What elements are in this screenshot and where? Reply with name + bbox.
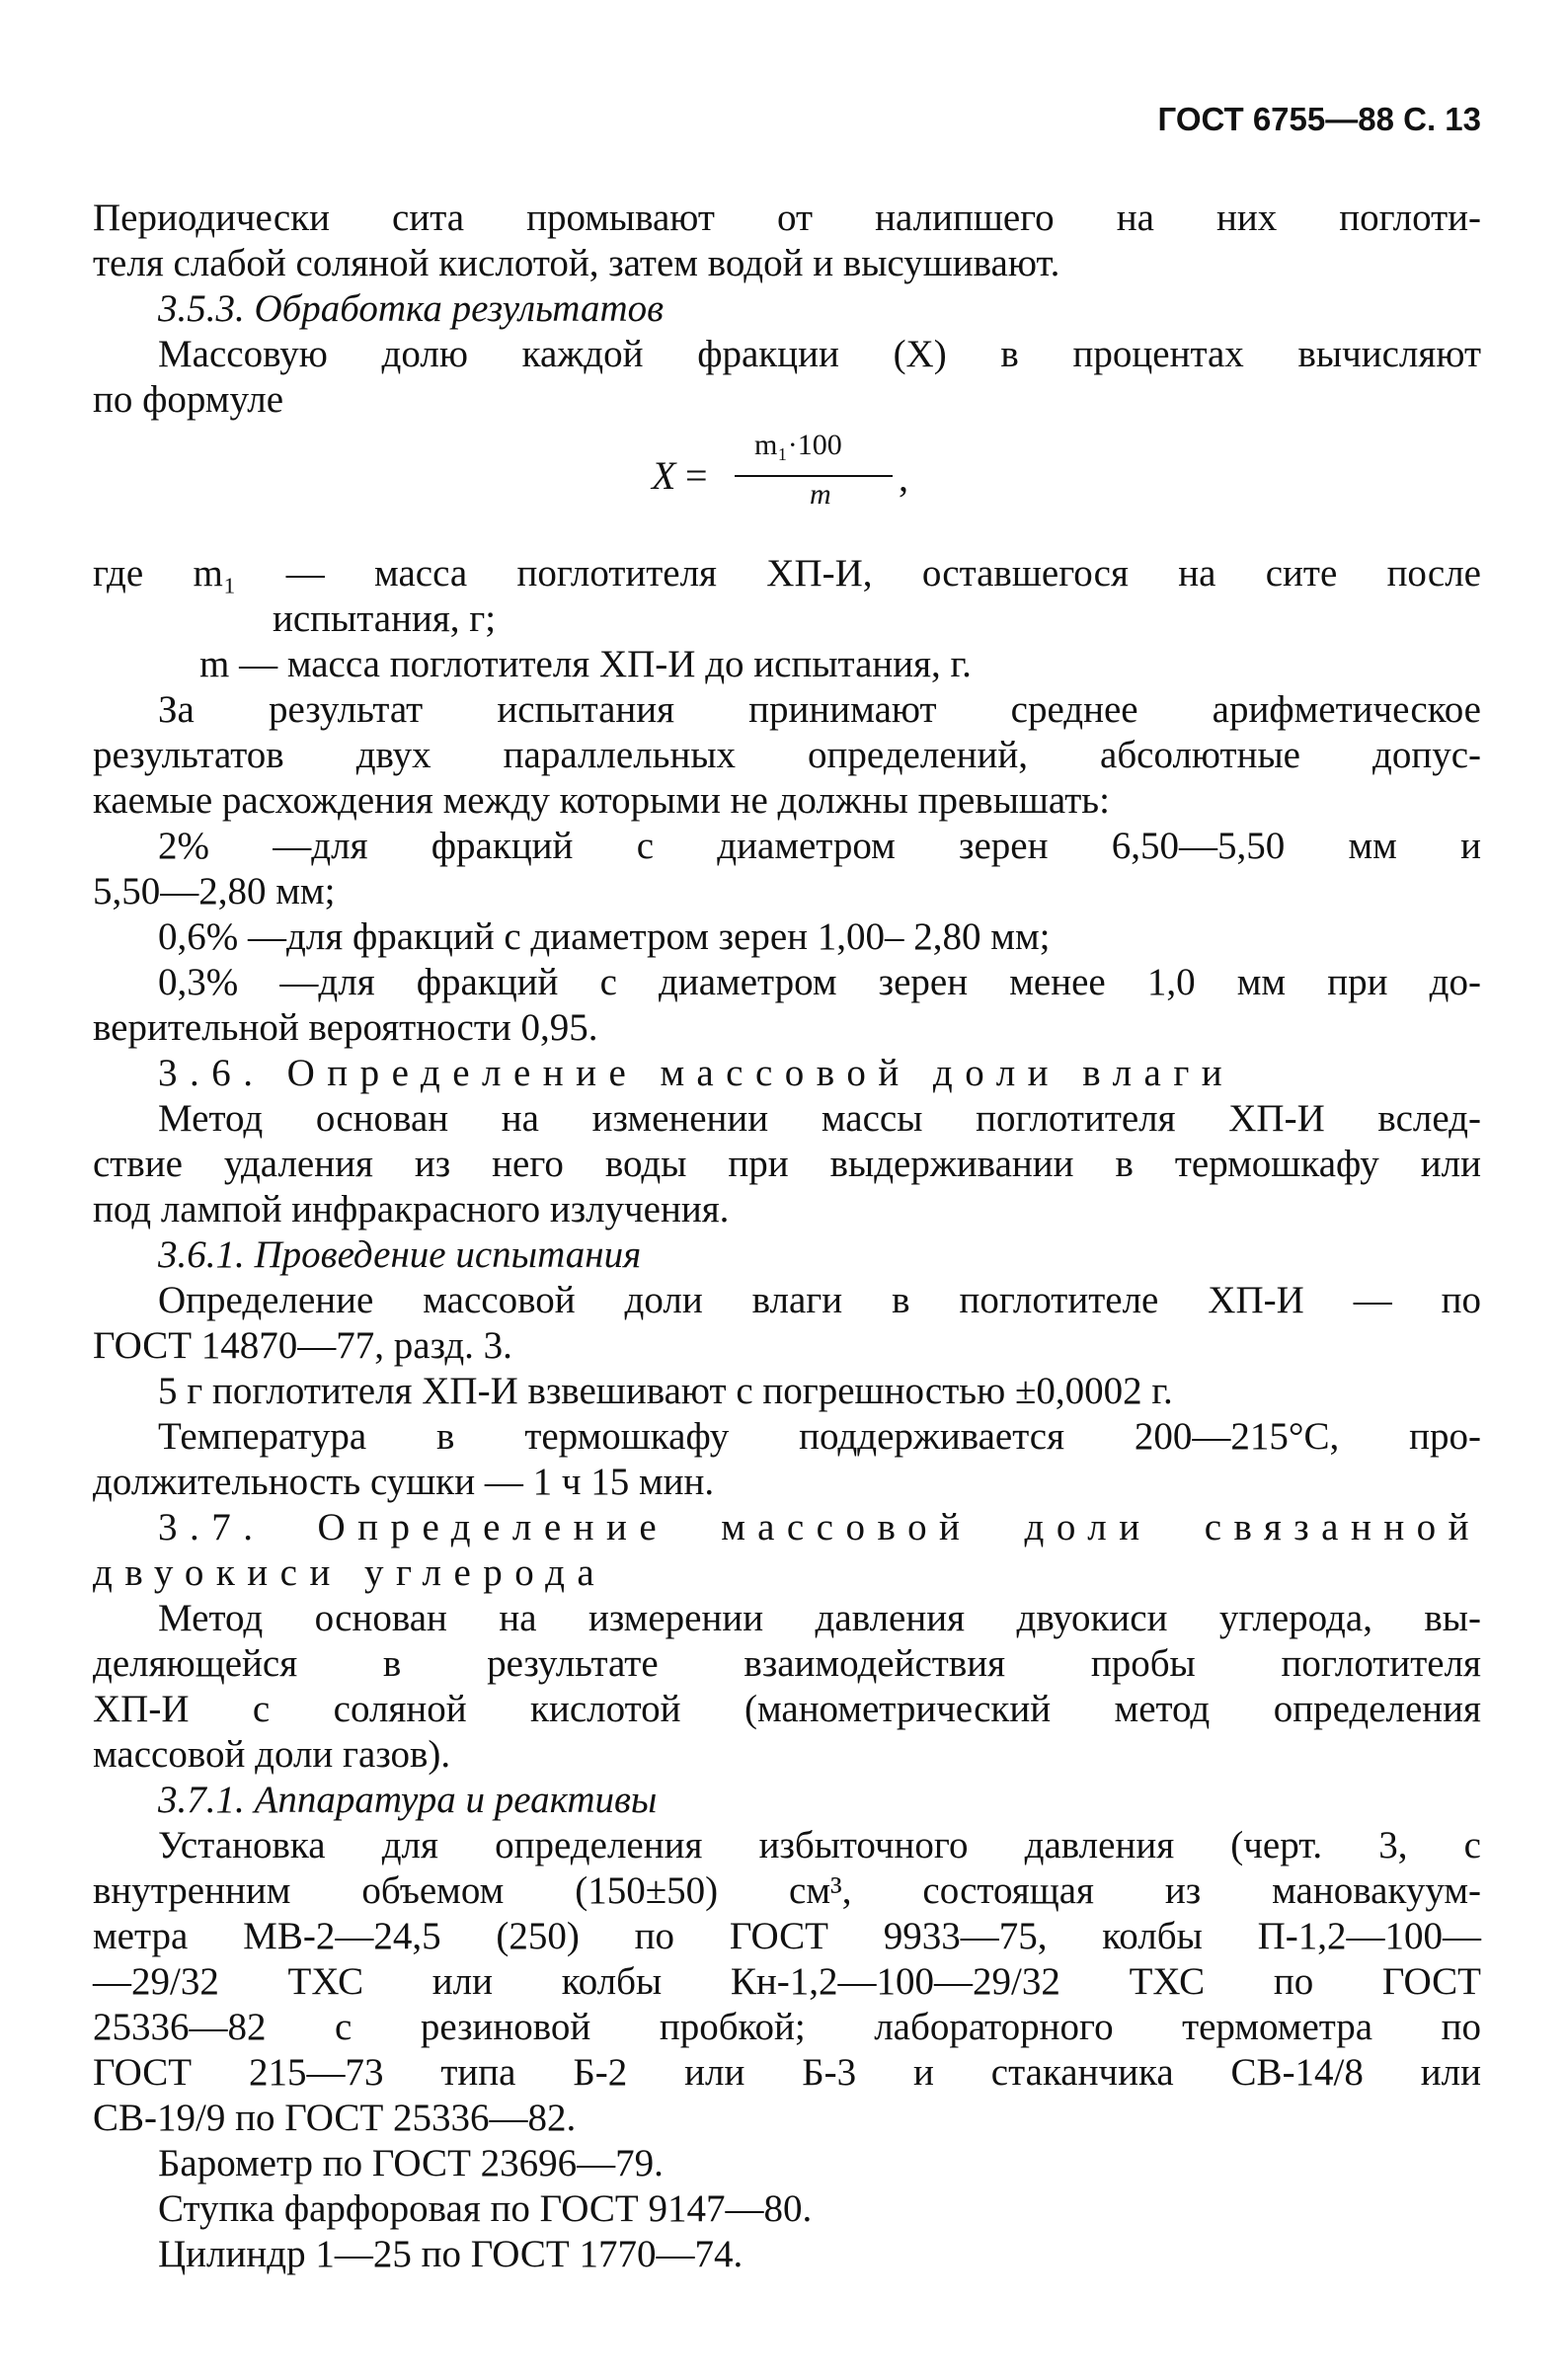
text-line: где m₁ — масса поглотителя ХП-И, оставшегося на сите после	[93, 552, 1481, 595]
text-line: Температура в термошкафу поддерживается 200—215°С, про-	[158, 1415, 1481, 1458]
text-line: 25336—82 с резиновой пробкой; лабораторного термометра по	[93, 2006, 1481, 2048]
text-line: 5 г поглотителя ХП-И взвешивают с погрешностью ±0,0002 г.	[158, 1370, 1173, 1412]
text-line: Периодически сита промывают от налипшего на них поглоти-	[93, 197, 1481, 239]
text-line: ствие удаления из него воды при выдерживании в термошкафу или	[93, 1143, 1481, 1185]
text-line: Массовую долю каждой фракции (X) в процентах вычисляют	[158, 333, 1481, 375]
text-line: Ступка фарфоровая по ГОСТ 9147—80.	[158, 2187, 813, 2230]
text-line: ХП-И с соляной кислотой (манометрический метод определения	[93, 1688, 1481, 1730]
text-line: Метод основан на изменении массы поглотителя ХП-И вслед-	[158, 1097, 1481, 1140]
text-line: СВ-19/9 по ГОСТ 25336—82.	[93, 2097, 577, 2139]
text-line: За результат испытания принимают среднее арифметическое	[158, 688, 1481, 731]
text-line: Определение массовой доли влаги в поглотителе ХП-И — по	[158, 1279, 1481, 1321]
section-heading-3-6-1: 3.6.1. Проведение испытания	[158, 1233, 642, 1276]
text-line: теля слабой соляной кислотой, затем водой и высушивают.	[93, 242, 1060, 284]
section-heading-3-6: 3.6. Определение массовой доли влаги	[158, 1052, 1235, 1094]
text-line: 5,50—2,80 мм;	[93, 870, 336, 912]
text-line: испытания, г;	[273, 597, 497, 640]
section-heading-3-7-1: 3.7.1. Аппаратура и реактивы	[158, 1779, 658, 1821]
text-line: под лампой инфракрасного излучения.	[93, 1188, 730, 1230]
text-line: ГОСТ 215—73 типа Б-2 или Б-3 и стаканчика СВ-14/8 или	[93, 2051, 1481, 2094]
formula-lhs: X	[652, 453, 676, 498]
text-line: деляющейся в результате взаимодействия пробы поглотителя	[93, 1642, 1481, 1685]
formula-numerator: m₁·100	[754, 429, 842, 461]
text-line: каемые расхождения между которыми не должны превышать:	[93, 779, 1110, 822]
section-heading-3-7-cont: двуокиси углерода	[93, 1551, 607, 1594]
text-line: Цилиндр 1—25 по ГОСТ 1770—74.	[158, 2233, 744, 2275]
text-line: ГОСТ 14870—77, разд. 3.	[93, 1324, 512, 1367]
text-line: внутренним объемом (150±50) см³, состоящая из мановакуум-	[93, 1869, 1481, 1912]
fraction-formula	[652, 429, 948, 531]
formula-equals: =	[685, 453, 708, 498]
text-line: должительность сушки — 1 ч 15 мин.	[93, 1461, 715, 1503]
fraction-bar	[735, 475, 893, 477]
text-line: массовой доли газов).	[93, 1733, 451, 1776]
text-line: m — масса поглотителя ХП-И до испытания, г.	[199, 643, 972, 685]
text-line: —29/32 ТХС или колбы Кн-1,2—100—29/32 ТХС по ГОСТ	[93, 1960, 1481, 2003]
formula-denominator: m	[810, 478, 831, 511]
section-heading-3-7: 3.7. Определение массовой доли связанной	[158, 1506, 1481, 1548]
text-line: Метод основан на измерении давления двуокиси углерода, вы-	[158, 1597, 1481, 1639]
text-line: Установка для определения избыточного давления (черт. 3, с	[158, 1824, 1481, 1866]
section-heading-3-5-3: 3.5.3. Обработка результатов	[158, 287, 665, 330]
text-line: результатов двух параллельных определений, абсолютные допус-	[93, 734, 1481, 776]
formula-comma: ,	[899, 455, 908, 500]
text-line: 0,3% —для фракций с диаметром зерен менее 1,0 мм при до-	[158, 961, 1481, 1003]
text-line: Барометр по ГОСТ 23696—79.	[158, 2142, 664, 2184]
text-line: по формуле	[93, 378, 284, 421]
text-line: 0,6% —для фракций с диаметром зерен 1,00– 2,80 мм;	[158, 915, 1051, 958]
text-line: верительной вероятности 0,95.	[93, 1006, 598, 1049]
text-line: 2% —для фракций с диаметром зерен 6,50—5,50 мм и	[158, 825, 1481, 867]
running-header: ГОСТ 6755—88 С. 13	[1157, 101, 1481, 137]
text-line: метра МВ-2—24,5 (250) по ГОСТ 9933—75, колбы П-1,2—100—	[93, 1915, 1481, 1957]
